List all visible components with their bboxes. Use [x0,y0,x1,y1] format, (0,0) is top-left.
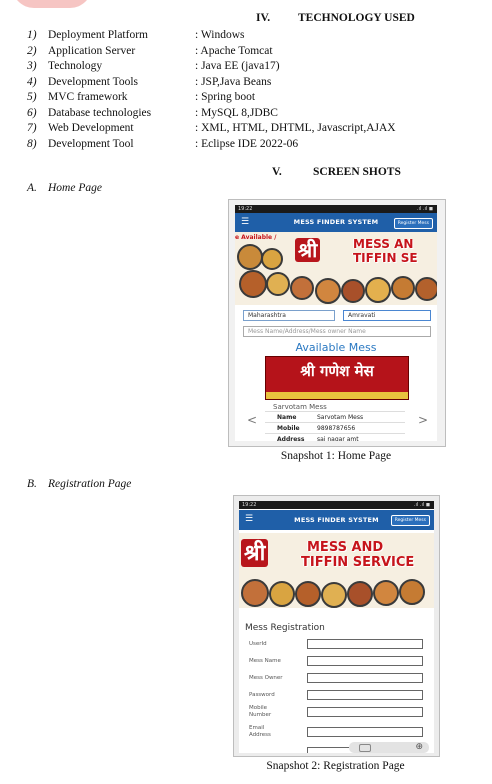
technology-item [0,75,492,90]
food-plate-image [321,582,347,608]
userid-input[interactable] [307,639,423,649]
technology-item [0,44,492,59]
home-status-time: 19:22 [238,206,253,212]
section-iv-numeral: IV. [256,12,271,24]
mess-card-title: Sarvotam Mess [273,403,327,411]
home-banner [235,232,437,305]
available-mess-title: Available Mess [295,341,377,354]
carousel-next-icon[interactable]: > [418,413,429,427]
mess-name-label: Mess Name [249,658,281,664]
home-banner-line1: MESS AN [353,237,414,251]
technology-item-label: Database technologies [48,106,152,119]
registration-form-title: Mess Registration [245,623,325,633]
userid-label: UserId [249,641,267,647]
technology-item-number: 5) [27,91,37,103]
technology-item-number: 1) [27,29,37,41]
registration-status-time: 19:22 [242,502,257,508]
food-plate-image [269,581,295,607]
detail-value: 9898787656 [317,425,356,432]
food-plate-image [347,581,373,607]
registration-banner-shri: श्री [241,539,268,567]
home-page-heading [27,182,102,194]
mess-card-image-strip [266,392,408,399]
food-plate-image [373,580,399,606]
home-banner-shri: श्री [295,238,320,262]
technology-item-number: 7) [27,122,37,134]
home-banner-marquee: e Available / [235,234,277,241]
technology-item [0,137,492,152]
home-status-icons: .ıl .ıl ◼ [416,206,433,212]
home-phone-screen [235,205,437,441]
food-plate-image [415,277,437,301]
email-address-input[interactable] [307,727,423,737]
password-input[interactable] [307,690,423,700]
registration-page-letter: B. [27,478,37,490]
mobile-number-input[interactable] [307,707,423,717]
state-select[interactable]: Maharashtra [243,310,335,321]
home-page-caption: Snapshot 1: Home Page [280,450,392,462]
register-mess-button[interactable]: Register Mess [391,515,430,526]
registration-status-icons: .ıl .ıl ◼ [413,502,430,508]
registration-page-caption: Snapshot 2: Registration Page [266,760,405,772]
food-plate-image [237,244,263,270]
mess-card-image-text: श्री गणेश मेस [300,362,374,380]
technology-item [0,121,492,136]
home-banner-line2: TIFFIN SE [353,251,418,265]
section-v-numeral: V. [272,166,282,178]
food-plate-image [391,276,415,300]
technology-item-label: MVC framework [48,91,128,103]
technology-item-number: 4) [27,75,37,88]
home-status-bar [235,205,437,213]
register-mess-button[interactable]: Register Mess [394,218,433,229]
technology-item-number: 3) [27,60,37,72]
food-plate-image [295,581,321,607]
technology-item-label: Development Tool [48,137,134,150]
mess-owner-label: Mess Owner [249,675,283,681]
section-iv-title: TECHNOLOGY USED [298,12,415,24]
technology-item [0,90,492,105]
food-plate-image [341,279,365,303]
carousel-prev-icon[interactable]: < [247,413,258,427]
technology-item-value: : Java EE (java17) [195,60,280,72]
home-page-title: Home Page [48,182,102,194]
mess-card-image[interactable] [265,356,409,400]
zoom-out-icon[interactable] [359,744,371,752]
food-plate-image [365,277,391,303]
technology-item-number: 2) [27,44,37,57]
password-label: Password [249,692,275,698]
technology-item-label: Deployment Platform [48,29,148,41]
home-app-title: MESS FINDER SYSTEM [293,218,379,226]
technology-item-value: : Apache Tomcat [195,44,273,57]
food-plate-image [315,278,341,304]
hamburger-menu-icon[interactable]: ☰ [245,514,254,524]
technology-item-number: 6) [27,106,37,119]
detail-key: Name [277,414,297,421]
technology-item-label: Development Tools [48,75,139,88]
food-plate-image [290,276,314,300]
registration-status-bar [239,501,434,509]
registration-app-title: MESS FINDER SYSTEM [294,516,379,524]
mess-details-table [265,411,405,441]
technology-item-value: : JSP,Java Beans [195,75,272,88]
mess-name-input[interactable] [307,656,423,666]
food-plate-image [399,579,425,605]
technology-item-label: Web Development [48,122,134,134]
registration-app-bar [239,510,434,530]
city-select[interactable]: Amravati [343,310,431,321]
registration-page-heading [27,478,131,490]
technology-item-value: : Spring boot [195,91,256,103]
food-plate-image [239,270,267,298]
hamburger-menu-icon[interactable]: ☰ [241,217,250,227]
registration-banner [239,533,434,608]
food-plate-image [241,579,269,607]
technology-item-value: : MySQL 8,JDBC [195,106,278,119]
search-input[interactable]: Mess Name/Address/Mess owner Name [243,326,431,337]
detail-key: Mobile [277,425,300,432]
registration-page-title: Registration Page [48,478,132,490]
detail-value: Sarvotam Mess [317,414,364,421]
detail-value: sai nagar amt [317,436,359,441]
technology-item [0,59,492,74]
technology-item-label: Application Server [48,44,136,57]
logo-fragment [12,0,92,8]
technology-item-value: : XML, HTML, DHTML, Javascript,AJAX [195,122,396,134]
zoom-in-icon[interactable]: ⊕ [415,742,423,752]
technology-item-value: : Windows [195,29,245,41]
mobile-number-label: Mobile Number [249,705,272,718]
email-address-label: Email Address [249,725,271,738]
registration-page-screenshot [233,495,440,757]
technology-item [0,106,492,121]
registration-banner-line2: TIFFIN SERVICE [301,555,415,570]
home-page-screenshot [228,199,446,447]
registration-phone-screen [239,501,434,753]
food-plate-image [266,272,290,296]
technology-item [0,28,492,43]
section-v-title: SCREEN SHOTS [313,166,401,178]
registration-banner-line1: MESS AND [307,540,384,555]
food-plate-image [261,248,283,270]
technology-item-label: Technology [48,60,103,72]
home-page-letter: A. [27,182,37,194]
technology-item-number: 8) [27,137,37,150]
detail-key: Address [277,436,305,441]
home-app-bar [235,213,437,232]
technology-item-value: : Eclipse IDE 2022-06 [195,137,299,150]
zoom-control[interactable] [349,742,429,753]
mess-owner-input[interactable] [307,673,423,683]
detail-row [265,433,405,441]
